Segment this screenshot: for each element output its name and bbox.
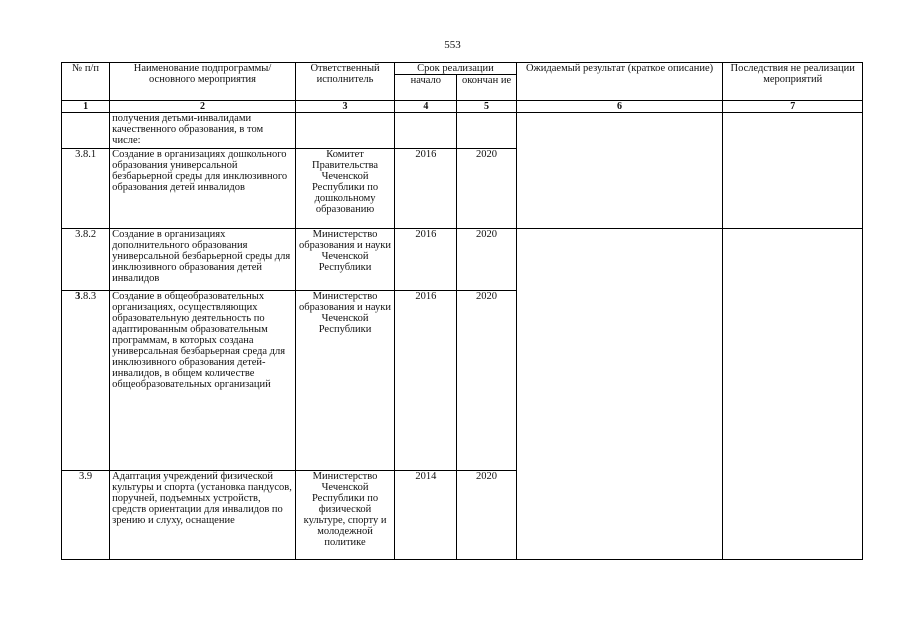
page-number: 553 bbox=[444, 39, 461, 51]
row-result bbox=[516, 113, 723, 229]
row-name: Адаптация учреждений физической культуры и спорта (установка пандусов, поручней, подъемных устройств, средств ориентации для инвалидов по зрению и слуху, оснащение bbox=[110, 471, 296, 560]
row-executor: Министерство Чеченской Республики по физической культуре, спорту и молодежной политике bbox=[295, 471, 394, 560]
row-start bbox=[395, 113, 457, 149]
row-number: 3.9 bbox=[62, 471, 110, 560]
header-end: окончан ие bbox=[457, 75, 516, 101]
row-number: 3.8.1 bbox=[62, 149, 110, 229]
row-number bbox=[62, 291, 110, 471]
header-executor: Ответственный исполнитель bbox=[295, 63, 394, 101]
table-row bbox=[62, 113, 863, 149]
column-number: 7 bbox=[723, 101, 863, 113]
column-number: 6 bbox=[516, 101, 723, 113]
column-number: 1 bbox=[62, 101, 110, 113]
row-executor bbox=[295, 113, 394, 149]
column-number-row bbox=[62, 101, 863, 113]
row-name: Создание в общеобразовательных организациях, осуществляющих образовательную деятельность по адаптированным образовательным программам, в которых создана универсальная безбарьерная среда для инклюзивного образования детей-инвалидов, в общем количестве общеобразовательных организаций bbox=[110, 291, 296, 471]
row-name: получения детьми-инвалидами качественного образования, в том числе: bbox=[110, 113, 296, 149]
row-consequences bbox=[723, 113, 863, 229]
table-row bbox=[62, 229, 863, 291]
column-number: 4 bbox=[395, 101, 457, 113]
header-result: Ожидаемый результат (краткое описание) bbox=[516, 63, 723, 101]
column-number: 2 bbox=[110, 101, 296, 113]
header-consequences: Последствия не реализации мероприятий bbox=[723, 63, 863, 101]
row-name: Создание в организациях дошкольного образования универсальной безбарьерной среды для инклюзивного образования детей инвалидов bbox=[110, 149, 296, 229]
row-number-prefix: 3 bbox=[75, 291, 81, 302]
row-executor: Министерство образования и науки Чеченской Республики bbox=[295, 291, 394, 471]
row-name: Создание в организациях дополнительного образования универсальной безбарьерной среды для инклюзивного образования детей инвалидов bbox=[110, 229, 296, 291]
activities-table bbox=[61, 62, 863, 560]
header-start: начало bbox=[395, 75, 457, 101]
column-number: 3 bbox=[295, 101, 394, 113]
row-executor: Комитет Правительства Чеченской Республики по дошкольному образованию bbox=[295, 149, 394, 229]
row-number: 3.8.2 bbox=[62, 229, 110, 291]
row-end: 2020 bbox=[457, 291, 516, 471]
row-end bbox=[457, 113, 516, 149]
header-period: Срок реализации bbox=[395, 63, 516, 75]
row-consequences bbox=[723, 229, 863, 560]
row-result bbox=[516, 229, 723, 560]
header-name: Наименование подпрограммы/ основного мероприятия bbox=[110, 63, 296, 101]
column-number: 5 bbox=[457, 101, 516, 113]
row-end: 2020 bbox=[457, 149, 516, 229]
row-executor: Министерство образования и науки Чеченской Республики bbox=[295, 229, 394, 291]
row-start: 2016 bbox=[395, 291, 457, 471]
row-number bbox=[62, 113, 110, 149]
row-end: 2020 bbox=[457, 471, 516, 560]
header-number: № п/п bbox=[62, 63, 110, 101]
row-start: 2016 bbox=[395, 149, 457, 229]
row-end: 2020 bbox=[457, 229, 516, 291]
row-start: 2016 bbox=[395, 229, 457, 291]
row-number-rest: .8.3 bbox=[80, 291, 97, 302]
row-start: 2014 bbox=[395, 471, 457, 560]
